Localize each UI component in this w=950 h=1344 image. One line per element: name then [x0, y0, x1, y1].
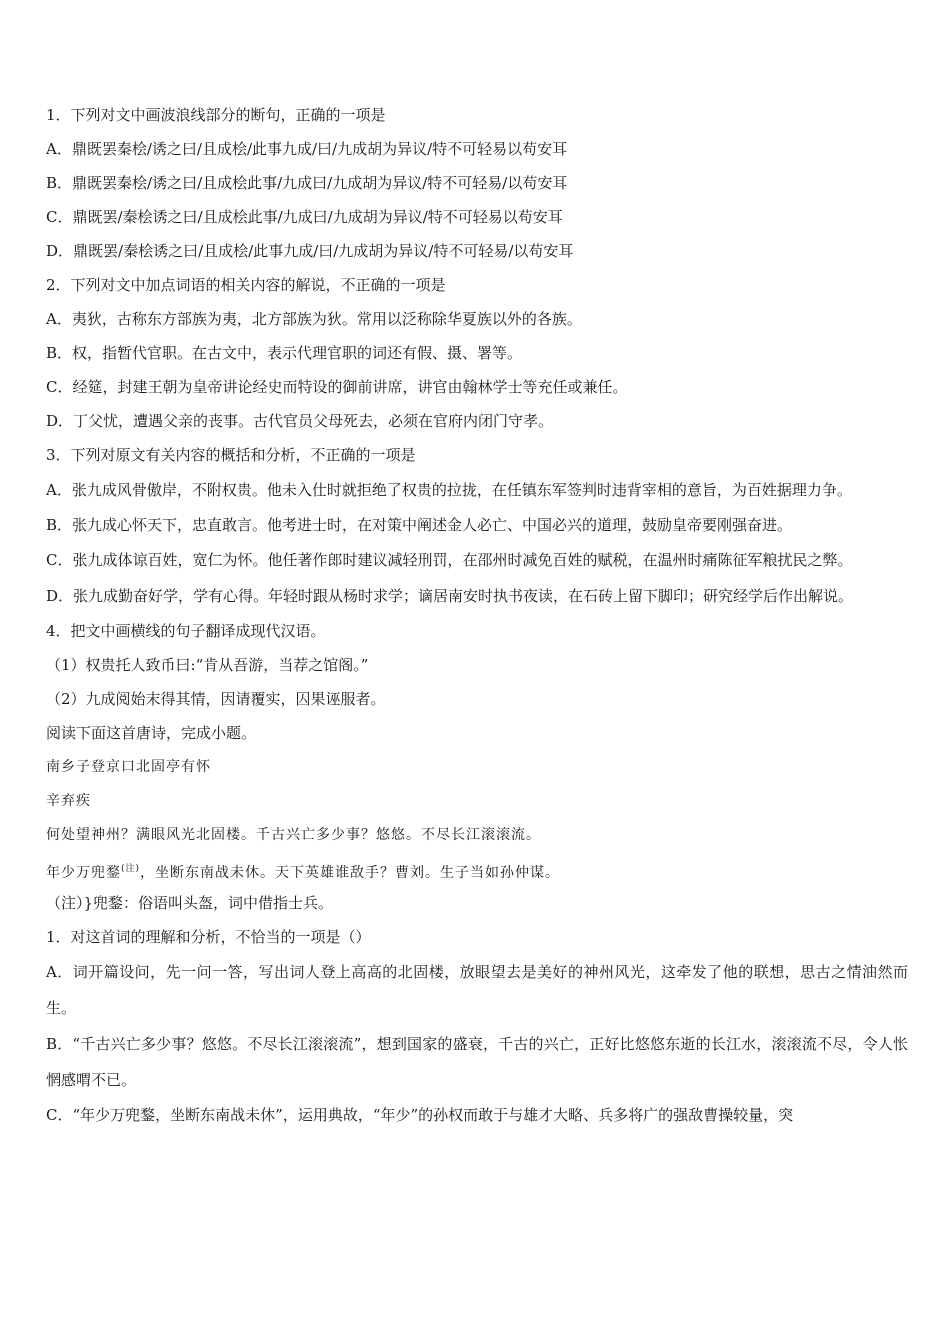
option-1b: B．鼎既罢秦桧/诱之曰/且成桧此事/九成曰/九成胡为异议/特不可轻易/以苟安耳 [46, 174, 568, 192]
question-2: 2．下列对文中加点词语的相关内容的解说，不正确的一项是 [46, 276, 446, 294]
question-1: 1．下列对文中画波浪线部分的断句，正确的一项是 [46, 106, 386, 124]
poem-option-1c: C．“年少万兜鍪，坐断东南战未休”，运用典故，“年少”的孙权而敢于与雄才大略、兵多将广的强敌曹操较量，突 [46, 1106, 794, 1124]
option-3c: C．张九成体谅百姓，宽仁为怀。他任著作郎时建议减轻刑罚，在邵州时减免百姓的赋税，在温州时痛陈征军粮扰民之弊。 [46, 551, 853, 569]
option-2b: B．权，指暂代官职。在古文中，表示代理官职的词还有假、摄、署等。 [46, 344, 523, 362]
option-1c: C．鼎既罢/秦桧诱之曰/且成桧此事/九成曰/九成胡为异议/特不可轻易以苟安耳 [46, 208, 563, 226]
poem-line-2-start: 年少万兜鍪 [46, 865, 121, 881]
poem-note-marker: (注) [121, 864, 141, 874]
poem-author: 辛弃疾 [46, 793, 91, 809]
question-4-1: （1）权贵托人致币曰:“肯从吾游，当荐之馆阁。” [46, 656, 369, 674]
option-1d: D．鼎既罢/秦桧诱之曰/且成桧/此事九成/曰/九成胡为异议/特不可轻易/以苟安耳 [46, 242, 574, 260]
poem-option-1b: B．“千古兴亡多少事？悠悠。不尽长江滚滚流”，想到国家的盛衰，千古的兴亡，正好比悠悠东逝的长江水，滚滚流不尽，令人怅惘感喟不已。 [46, 1035, 908, 1089]
poem-question-1: 1．对这首词的理解和分析，不恰当的一项是（） [46, 928, 371, 946]
poem-intro: 阅读下面这首唐诗，完成小题。 [46, 724, 257, 742]
option-2a: A．夷狄，古称东方部族为夷，北方部族为狄。常用以泛称除华夏族以外的各族。 [46, 310, 582, 328]
option-3b: B．张九成心怀天下，忠直敢言。他考进士时，在对策中阐述金人必亡、中国必兴的道理，鼓励皇帝要刚强奋进。 [46, 516, 793, 534]
poem-line-2-end: ，坐断东南战未休。天下英雄谁敌手？曹刘。生子当如孙仲谋。 [140, 865, 561, 881]
poem-option-1a: A．词开篇设问，先一问一答，写出词人登上高高的北固楼，放眼望去是美好的神州风光，这牵发了他的联想，思古之情油然而生。 [46, 963, 908, 1017]
question-4-2: （2）九成阅始末得其情，因请覆实，囚果诬服者。 [46, 690, 386, 708]
option-3a: A．张九成风骨傲岸，不附权贵。他未入仕时就拒绝了权贵的拉拢，在任镇东军签判时违背宰相的意旨，为百姓据理力争。 [46, 481, 852, 499]
option-3d: D．张九成勤奋好学，学有心得。年轻时跟从杨时求学；谪居南安时执书夜读，在石砖上留下脚印；研究经学后作出解说。 [46, 587, 854, 605]
poem-line-1: 何处望神州？满眼风光北固楼。千古兴亡多少事？悠悠。不尽长江滚滚流。 [46, 827, 541, 843]
question-4: 4．把文中画横线的句子翻译成现代汉语。 [46, 622, 326, 640]
poem-line-2 [46, 852, 908, 886]
option-2d: D．丁父忧，遭遇父亲的丧事。古代官员父母死去，必须在官府内闭门守孝。 [46, 412, 554, 430]
option-1a: A．鼎既罢秦桧/诱之曰/且成桧/此事九成/曰/九成胡为异议/特不可轻易以苟安耳 [46, 140, 568, 158]
document-page [46, 98, 908, 1132]
poem-title: 南乡子登京口北固亭有怀 [46, 759, 211, 775]
poem-footnote: （注）}兜鍪：俗语叫头盔，词中借指士兵。 [46, 894, 334, 912]
option-2c: C．经筵，封建王朝为皇帝讲论经史而特设的御前讲席，讲官由翰林学士等充任或兼任。 [46, 378, 628, 396]
question-3: 3．下列对原文有关内容的概括和分析，不正确的一项是 [46, 446, 416, 464]
